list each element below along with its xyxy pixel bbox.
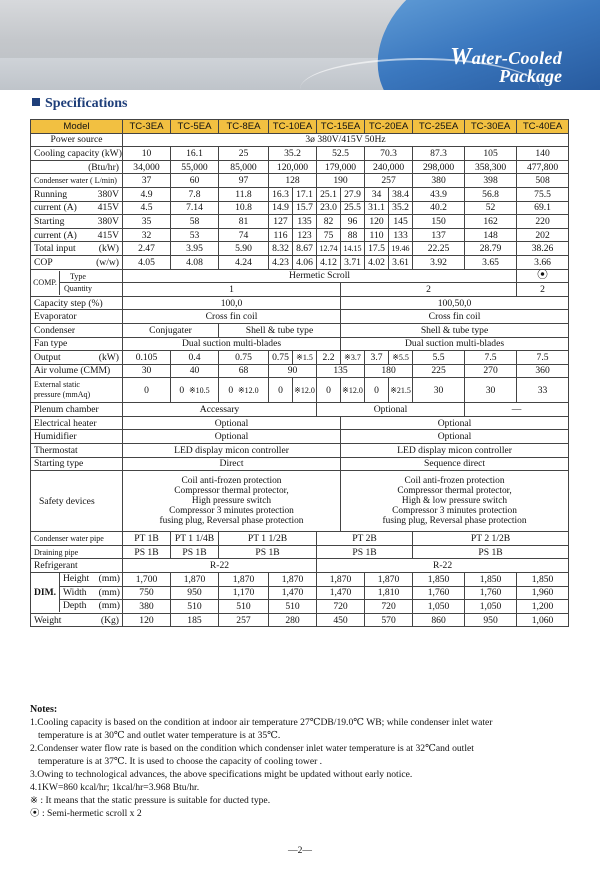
row-label: Cooling capacity (kW) [31,147,123,161]
cell: 450 [317,613,365,627]
cell: 140 [517,147,569,161]
header-model-2: TC-8EA [219,120,269,134]
cell: 860 [413,613,465,627]
cell: 240,000 [365,160,413,174]
cell: 40 [171,364,219,378]
row-label: Condenser water pipe [31,532,123,546]
note-6: ⦿ : Semi-hermetic scroll x 2 [30,808,142,819]
safety-devices-right: Coil anti-frozen protection Compressor thermal protector, High & low pressure switch Compressor 3 minutes protection fusing plug, Reversal phase protection [341,471,569,532]
table-row-cop [31,255,569,269]
safety-devices-left: Coil anti-frozen protection Compressor thermal protector, High pressure switch Compressor 3 minutes protection fusing plug, Reversal phase protection [123,471,341,532]
semi-hermetic-icon: ⦿ [517,269,569,283]
cell: 137 [413,228,465,242]
row-label: current (A) 415V [31,201,123,215]
cell: 22.25 [413,242,465,256]
cell: 7.5 [465,351,517,365]
cell: 510 [171,600,219,614]
section-title: Specifications [32,96,127,112]
cell: 85,000 [219,160,269,174]
cell: 27.9 [341,187,365,201]
cell: 0.105 [123,351,171,365]
row-label: Total input (kW) [31,242,123,256]
cell: 30 [413,378,465,403]
row-label: Plenum chamber [31,403,123,417]
cell: 123 [293,228,317,242]
cell: 398 [465,174,517,188]
cell: 37 [123,174,171,188]
row-label: Safety devices [31,471,123,532]
cell: 720 [365,600,413,614]
row-label: Power source [31,133,123,147]
table-row-humidifier [31,430,569,444]
table-row-starting-380 [31,215,569,229]
cell: 56.8 [465,187,517,201]
cell: 10.8 [219,201,269,215]
cell: 75.5 [517,187,569,201]
cell: Dual suction multi-blades [341,337,569,351]
cell: 477,800 [517,160,569,174]
row-label: Condenser water ( L/min) [31,174,123,188]
cell: 4.24 [219,255,269,269]
note-4: 4.1KW=860 kcal/hr; 1kcal/hr=3.968 Btu/hr. [30,782,200,793]
cell: 148 [465,228,517,242]
cell: Shell & tube type [219,323,341,337]
table-row-ext-static [31,378,569,403]
cell: 202 [517,228,569,242]
cell: 720 [317,600,365,614]
cell: Dual suction multi-blades [123,337,341,351]
cell: 135 [293,215,317,229]
cell: 60 [171,174,219,188]
square-bullet-icon [32,98,40,106]
cell: R-22 [123,559,317,573]
cell: 40.2 [413,201,465,215]
cell: 185 [171,613,219,627]
cell: 30 [123,364,171,378]
cell: 96 [341,215,365,229]
cell: 133 [389,228,413,242]
page-number: —2— [288,845,312,856]
cell: 88 [341,228,365,242]
cell: 17.5 [365,242,389,256]
row-label: Starting 380V [31,215,123,229]
cell: 508 [517,174,569,188]
cell: PS 1B [317,545,413,559]
cell: 34,000 [123,160,171,174]
cell: 150 [413,215,465,229]
note-1: 1.Cooling capacity is based on the condition at indoor air temperature 27℃DB/19.0℃ WB; while condenser inlet water [30,717,493,728]
cell: 8.67 [293,242,317,256]
note-2: 2.Condenser water flow rate is based on the condition which condenser inlet water temperature is at 32℃and outlet [30,743,474,754]
cell: 15.7 [293,201,317,215]
cell: 1,170 [219,586,269,600]
cell: 0.4 [171,351,219,365]
cell: 2 [341,283,517,297]
header-model-8: TC-40EA [517,120,569,134]
cell: 180 [365,364,413,378]
row-label: Thermostat [31,444,123,458]
cell: ※21.5 [389,378,413,403]
cell: 4.9 [123,187,171,201]
cell: 5.90 [219,242,269,256]
table-row-refrigerant [31,559,569,573]
cell: LED display micon controller [341,444,569,458]
cell: 25 [219,147,269,161]
cell: 1,760 [413,586,465,600]
cell: 3.61 [389,255,413,269]
notes [30,703,575,820]
cell: 270 [465,364,517,378]
row-label: Condenser [31,323,123,337]
cell: Cross fin coil [123,310,341,324]
cell: 1,060 [517,613,569,627]
cell: 0 [123,378,171,403]
cell: 380 [413,174,465,188]
table-row-weight [31,613,569,627]
cell: 110 [365,228,389,242]
row-label: Capacity step (%) [31,296,123,310]
cell: 100,0 [123,296,341,310]
cell: 3.71 [341,255,365,269]
cell: 358,300 [465,160,517,174]
table-row-drain-pipe [31,545,569,559]
table-row-cooling-kw [31,147,569,161]
cell: Optional [341,430,569,444]
power-source-value: 3ø 380V/415V 50Hz [123,133,569,147]
cell: 1,200 [517,600,569,614]
cell: R-22 [317,559,569,573]
table-row-fan-type [31,337,569,351]
cell: Direct [123,457,341,471]
row-label: Draining pipe [31,545,123,559]
cell: 2.2 [317,351,341,365]
table-row-capacity-step [31,296,569,310]
cell: 10 [123,147,171,161]
cell: 35 [123,215,171,229]
cell: 7.14 [171,201,219,215]
cell: 16.1 [171,147,219,161]
cell: 1,960 [517,586,569,600]
cell: 14.9 [269,201,293,215]
cell: ※12.0 [341,378,365,403]
cell: 4.23 [269,255,293,269]
cell: Conjugater [123,323,219,337]
cell: 750 [123,586,171,600]
cell: 127 [269,215,293,229]
row-label: Evaporator [31,310,123,324]
cell: 43.9 [413,187,465,201]
table-row-model [31,120,569,134]
table-row-cooling-btu [31,160,569,174]
cell: 68 [219,364,269,378]
cell: 82 [317,215,341,229]
cell: 190 [317,174,365,188]
table-row-heater [31,416,569,430]
cell: 257 [219,613,269,627]
cell: PT 2B [317,532,413,546]
cell: 2 [517,283,569,297]
cell: 35.2 [389,201,413,215]
cell: 3.66 [517,255,569,269]
table-row-power [31,133,569,147]
cell: 69.1 [517,201,569,215]
table-row-total-input [31,242,569,256]
cell: 1,870 [317,573,365,587]
cell: Optional [123,416,341,430]
table-row-cond-water [31,174,569,188]
cell: 116 [269,228,293,242]
cell: 35.2 [269,147,317,161]
table-row-output [31,351,569,365]
cell: LED display micon controller [123,444,341,458]
header-model-7: TC-30EA [465,120,517,134]
cell: 58 [171,215,219,229]
table-row-running-415 [31,201,569,215]
cell: 17.1 [293,187,317,201]
header-model-5: TC-20EA [365,120,413,134]
cell: 1 [123,283,341,297]
note-3: 3.Owing to technological advances, the above specifications might be updated without early notice. [30,769,413,780]
table-row-plenum [31,403,569,417]
table-row-evaporator [31,310,569,324]
cell: 1,870 [171,573,219,587]
row-label: Weight (Kg) [31,613,123,627]
header-model-4: TC-15EA [317,120,365,134]
cell: 145 [389,215,413,229]
row-label: Output (kW) [31,351,123,365]
row-label: current (A) 415V [31,228,123,242]
row-label: Electrical heater [31,416,123,430]
table-row-condenser [31,323,569,337]
cell: 19.46 [389,242,413,256]
row-label: Fan type [31,337,123,351]
cell: 38.26 [517,242,569,256]
cell: 135 [317,364,365,378]
cell: 105 [465,147,517,161]
header-model-3: TC-10EA [269,120,317,134]
cell: 570 [365,613,413,627]
row-label-comp: COMP. Type Quantity [31,269,123,296]
cell: 7.5 [517,351,569,365]
cell: 0.75 [219,351,269,365]
table-row-safety [31,471,569,532]
cell: 0 ※12.0 [219,378,269,403]
row-label: Running 380V [31,187,123,201]
notes-title: Notes: [30,704,58,715]
cell: 3.65 [465,255,517,269]
cell: ※3.7 [341,351,365,365]
cell: 38.4 [389,187,413,201]
cell: 4.02 [365,255,389,269]
cell: 11.8 [219,187,269,201]
header-model-1: TC-5EA [171,120,219,134]
cell: 1,470 [269,586,317,600]
cell: 5.5 [413,351,465,365]
note-5: ※ : It means that the static pressure is suitable for ducted type. [30,795,271,806]
cell: 225 [413,364,465,378]
cell: 1,850 [413,573,465,587]
row-label: COP (w/w) [31,255,123,269]
cell: 162 [465,215,517,229]
comp-type-value: Hermetic Scroll [123,269,517,283]
cell: 90 [269,364,317,378]
note-2-cont: temperature is at 37℃. It is used to choose the capacity of cooling tower . [38,756,323,767]
row-label: (Btu/hr) [31,160,123,174]
cell: 1,870 [269,573,317,587]
cell: Cross fin coil [341,310,569,324]
cell: 70.3 [365,147,413,161]
table-row-running-380 [31,187,569,201]
cell: 1,810 [365,586,413,600]
cell: 4.5 [123,201,171,215]
row-label: Humidifier [31,430,123,444]
row-label: Air volume (CMM) [31,364,123,378]
cell: 1,700 [123,573,171,587]
row-label: Starting type [31,457,123,471]
cell: 25.1 [317,187,341,201]
banner-subtitle: Package [499,66,562,86]
cell: PS 1B [413,545,569,559]
cell: 510 [219,600,269,614]
cell: PT 2 1/2B [413,532,569,546]
cell: 179,000 [317,160,365,174]
cell: 23.0 [317,201,341,215]
cell: PT 1B [123,532,171,546]
row-label-dim: DIM. Height (mm) Width (mm) Depth (mm) [31,573,123,614]
cell: 128 [269,174,317,188]
cell: 16.3 [269,187,293,201]
cell: 81 [219,215,269,229]
cell: PS 1B [219,545,317,559]
table-row-cond-pipe [31,532,569,546]
cell: 1,850 [465,573,517,587]
cell: PS 1B [123,545,171,559]
row-label: Refrigerant [31,559,123,573]
cell: 0.75 [269,351,293,365]
cell: 120 [123,613,171,627]
cell: Optional [317,403,465,417]
cell: PS 1B [171,545,219,559]
cell: Optional [123,430,341,444]
cell: 1,870 [365,573,413,587]
cell: 510 [269,600,317,614]
cell: 1,870 [219,573,269,587]
cell: 1,760 [465,586,517,600]
cell: 52 [465,201,517,215]
cell: 4.06 [293,255,317,269]
cell: 3.7 [365,351,389,365]
cell: 97 [219,174,269,188]
cell: 0 [269,378,293,403]
table-row-starting-415 [31,228,569,242]
cell: 120,000 [269,160,317,174]
cell: 257 [365,174,413,188]
cell: ※5.5 [389,351,413,365]
cell: 0 [365,378,389,403]
cell: 2.47 [123,242,171,256]
header-model: Model [31,120,123,134]
note-1-cont: temperature is at 30℃ and outlet water temperature is at 35℃. [38,730,281,741]
cell: 4.08 [171,255,219,269]
cell: 14.15 [341,242,365,256]
cell: 55,000 [171,160,219,174]
cell: Shell & tube type [341,323,569,337]
table-row-air-volume [31,364,569,378]
header-model-6: TC-25EA [413,120,465,134]
table-row-starting-type [31,457,569,471]
row-label: External static pressure (mmAq) [31,378,123,403]
table-row-dim-height [31,573,569,587]
cell: 360 [517,364,569,378]
cell: 4.12 [317,255,341,269]
spec-table-wrap [30,119,568,627]
cell: 87.3 [413,147,465,161]
cell: 380 [123,600,171,614]
cell: 30 [465,378,517,403]
cell: 34 [365,187,389,201]
cell: 52.5 [317,147,365,161]
cell: 280 [269,613,317,627]
cell: 220 [517,215,569,229]
cell: 25.5 [341,201,365,215]
cell: 53 [171,228,219,242]
cell: 7.8 [171,187,219,201]
cell: 4.05 [123,255,171,269]
header-banner [0,0,600,90]
cell: Sequence direct [341,457,569,471]
cell: Accessary [123,403,317,417]
cell: 120 [365,215,389,229]
spec-table [30,119,569,627]
banner-title: Water-Cooled [450,44,562,70]
cell: 12.74 [317,242,341,256]
cell: 950 [171,586,219,600]
cell: ※12.0 [293,378,317,403]
cell: 33 [517,378,569,403]
table-row-comp-type [31,269,569,283]
cell: 950 [465,613,517,627]
cell: 1,470 [317,586,365,600]
cell: 8.32 [269,242,293,256]
header-model-0: TC-3EA [123,120,171,134]
cell: 3.92 [413,255,465,269]
cell: 1,050 [413,600,465,614]
cell: 74 [219,228,269,242]
cell: 298,000 [413,160,465,174]
cell: 31.1 [365,201,389,215]
cell: 100,50,0 [341,296,569,310]
cell: 1,850 [517,573,569,587]
cell: 75 [317,228,341,242]
cell: 1,050 [465,600,517,614]
table-row-thermostat [31,444,569,458]
cell: PT 1 1/2B [219,532,317,546]
cell: 32 [123,228,171,242]
cell: 3.95 [171,242,219,256]
cell: 0 ※10.5 [171,378,219,403]
cell: ※1.5 [293,351,317,365]
cell: 0 [317,378,341,403]
cell: PT 1 1/4B [171,532,219,546]
cell: — [465,403,569,417]
cell: 28.79 [465,242,517,256]
cell: Optional [341,416,569,430]
